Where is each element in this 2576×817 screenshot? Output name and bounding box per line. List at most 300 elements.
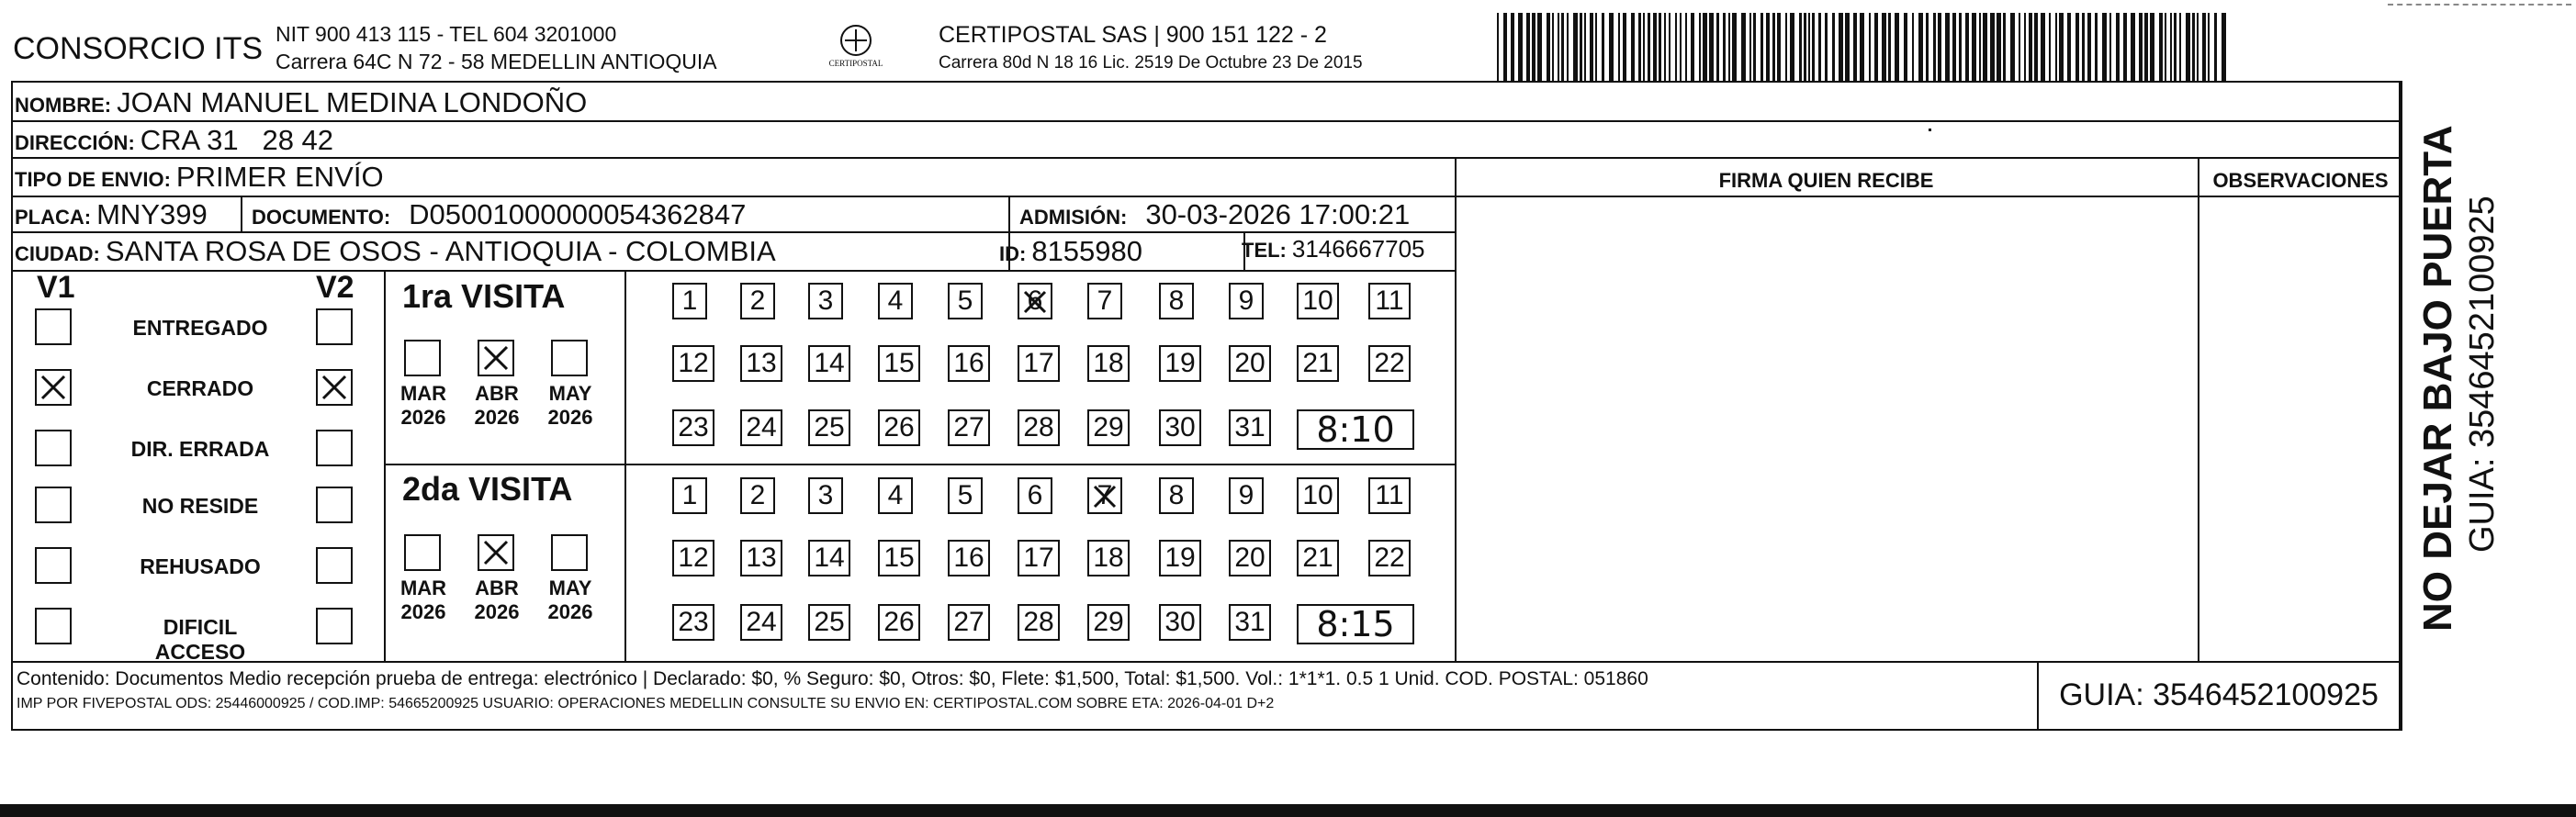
barcode-bar bbox=[1526, 13, 1530, 81]
day-box[interactable] bbox=[1297, 283, 1339, 319]
day-box[interactable] bbox=[1229, 283, 1264, 319]
barcode-bar bbox=[1518, 13, 1523, 81]
day-box[interactable] bbox=[808, 604, 850, 641]
month-name: MAR bbox=[399, 382, 447, 405]
barcode-bar bbox=[2019, 13, 2020, 81]
v2-checkbox[interactable] bbox=[316, 487, 353, 523]
barcode-bar bbox=[1952, 13, 1956, 81]
month-label bbox=[538, 382, 602, 430]
v2-label: V2 bbox=[316, 270, 354, 305]
day-box[interactable] bbox=[1297, 345, 1339, 382]
month-label bbox=[465, 576, 529, 624]
barcode-bar bbox=[2087, 13, 2091, 81]
barcode-bar bbox=[1584, 13, 1586, 81]
day-box[interactable] bbox=[1018, 604, 1060, 641]
month-checkbox[interactable] bbox=[551, 534, 588, 571]
day-box[interactable] bbox=[1018, 477, 1052, 514]
day-number: 13 bbox=[746, 348, 777, 378]
certipostal-logo bbox=[819, 20, 893, 75]
barcode-bar bbox=[1703, 13, 1707, 81]
month-year: 2026 bbox=[474, 600, 520, 623]
day-box[interactable] bbox=[1087, 409, 1130, 446]
v1-checkbox[interactable] bbox=[35, 608, 72, 644]
month-label bbox=[465, 382, 529, 430]
day-box[interactable] bbox=[948, 345, 990, 382]
barcode-bar bbox=[2024, 13, 2026, 81]
month-year: 2026 bbox=[474, 406, 520, 429]
barcode-bar bbox=[1618, 13, 1620, 81]
day-box[interactable] bbox=[878, 345, 920, 382]
barcode-bar bbox=[1799, 13, 1802, 81]
day-box[interactable] bbox=[948, 477, 983, 514]
day-box[interactable] bbox=[740, 604, 782, 641]
barcode-bar bbox=[1990, 13, 1995, 81]
day-number: 21 bbox=[1302, 348, 1333, 378]
month-name: MAY bbox=[548, 382, 592, 405]
day-number: 10 bbox=[1302, 480, 1333, 510]
day-box[interactable] bbox=[808, 345, 850, 382]
status-label: DIFICIL ACCESO bbox=[154, 615, 246, 664]
barcode-bar bbox=[1723, 13, 1726, 81]
day-box[interactable] bbox=[878, 283, 913, 319]
status-label: REHUSADO bbox=[140, 554, 261, 578]
barcode-bar bbox=[1785, 13, 1787, 81]
day-box[interactable] bbox=[1018, 409, 1060, 446]
day-number: 28 bbox=[1023, 412, 1054, 442]
day-number: 7 bbox=[1097, 480, 1113, 510]
month-label bbox=[391, 576, 456, 624]
barcode-bar bbox=[1609, 13, 1614, 81]
month-name: MAR bbox=[399, 576, 447, 599]
tel-value: 3146667705 bbox=[1291, 235, 1425, 263]
x-mark-icon bbox=[1019, 286, 1051, 318]
day-number: 8 bbox=[1168, 480, 1185, 510]
tipo-envio-label: TIPO DE ENVIO: bbox=[15, 168, 171, 191]
barcode-bar bbox=[1532, 13, 1535, 81]
barcode-bar bbox=[1732, 13, 1737, 81]
day-box[interactable] bbox=[1018, 345, 1060, 382]
day-number: 14 bbox=[814, 543, 845, 573]
barcode-bar bbox=[1938, 13, 1941, 81]
day-box[interactable] bbox=[878, 477, 913, 514]
day-number: 14 bbox=[814, 348, 845, 378]
day-box[interactable] bbox=[878, 409, 920, 446]
day-number: 25 bbox=[814, 607, 845, 637]
day-box[interactable] bbox=[1159, 283, 1194, 319]
barcode-bar bbox=[2049, 13, 2051, 81]
day-number: 19 bbox=[1164, 348, 1196, 378]
v2-checkbox[interactable] bbox=[316, 608, 353, 644]
day-box[interactable] bbox=[1018, 283, 1052, 319]
day-box[interactable] bbox=[808, 477, 843, 514]
barcode-bar bbox=[1918, 13, 1923, 81]
bottom-bar bbox=[0, 804, 2576, 817]
day-box[interactable] bbox=[1368, 283, 1411, 319]
x-mark-icon bbox=[1089, 481, 1120, 512]
day-box[interactable] bbox=[1297, 540, 1339, 576]
admision-value: 30-03-2026 17:00:21 bbox=[1145, 198, 1411, 230]
month-year: 2026 bbox=[400, 600, 446, 623]
barcode-bar bbox=[2214, 13, 2217, 81]
x-mark-icon bbox=[479, 341, 512, 375]
day-number: 30 bbox=[1164, 607, 1196, 637]
barcode-bar bbox=[2159, 13, 2163, 81]
barcode-bar bbox=[1643, 13, 1645, 81]
barcode-bar bbox=[1818, 13, 1821, 81]
day-box[interactable] bbox=[1087, 345, 1130, 382]
day-box[interactable] bbox=[808, 283, 843, 319]
day-box[interactable] bbox=[740, 409, 782, 446]
day-box[interactable] bbox=[808, 540, 850, 576]
barcode-bar bbox=[1558, 13, 1559, 81]
barcode-bar bbox=[2197, 13, 2199, 81]
day-box[interactable] bbox=[1229, 409, 1271, 446]
barcode-bar bbox=[1869, 13, 1871, 81]
barcode-bar bbox=[1753, 13, 1756, 81]
barcode bbox=[1497, 13, 2228, 81]
v2-checkbox[interactable] bbox=[316, 369, 353, 406]
month-year: 2026 bbox=[400, 406, 446, 429]
v2-checkbox[interactable] bbox=[316, 430, 353, 466]
placa-value: MNY399 bbox=[96, 198, 208, 230]
day-number: 18 bbox=[1093, 348, 1124, 378]
day-number: 31 bbox=[1234, 607, 1266, 637]
status-label: CERRADO bbox=[146, 376, 254, 400]
day-number: 21 bbox=[1302, 543, 1333, 573]
barcode-bar bbox=[1860, 13, 1864, 81]
barcode-bar bbox=[1573, 13, 1578, 81]
barcode-bar bbox=[2131, 13, 2135, 81]
logo-text: CERTIPOSTAL bbox=[828, 59, 883, 68]
month-checkbox[interactable] bbox=[404, 534, 441, 571]
visit2-title: 2da VISITA bbox=[402, 470, 573, 508]
v1-checkbox[interactable] bbox=[35, 547, 72, 584]
day-number: 13 bbox=[746, 543, 777, 573]
day-box[interactable] bbox=[1159, 345, 1201, 382]
barcode-bar bbox=[1804, 13, 1806, 81]
day-box[interactable] bbox=[948, 409, 990, 446]
day-box[interactable] bbox=[740, 540, 782, 576]
month-year: 2026 bbox=[547, 600, 593, 623]
placa-label: PLACA: bbox=[15, 206, 92, 229]
month-label bbox=[391, 382, 456, 430]
barcode-bar bbox=[1631, 13, 1635, 81]
firma-label: FIRMA QUIEN RECIBE bbox=[1718, 169, 1934, 192]
v1-checkbox[interactable] bbox=[35, 369, 72, 406]
admision-label: ADMISIÓN: bbox=[1019, 206, 1128, 229]
day-number: 9 bbox=[1238, 480, 1254, 510]
v2-checkbox[interactable] bbox=[316, 308, 353, 345]
day-number: 3 bbox=[817, 285, 834, 316]
footer-content: Contenido: Documentos Medio recepción prueba de entrega: electrónico | Declarado: $0, % Seguro: $0, Otros: $0, Flete: $1,500, Total: $1,500. Vol.: 1*1*1. 0.5 1 Unid. COD. POSTAL: 051860 bbox=[17, 668, 1648, 689]
barcode-bar bbox=[1749, 13, 1751, 81]
barcode-bar bbox=[1983, 13, 1987, 81]
barcode-bar bbox=[1766, 13, 1770, 81]
day-box[interactable] bbox=[740, 477, 775, 514]
barcode-bar bbox=[1659, 13, 1661, 81]
day-box[interactable] bbox=[1159, 409, 1201, 446]
barcode-bar bbox=[1664, 13, 1666, 81]
day-number: 22 bbox=[1374, 348, 1405, 378]
barcode-bar bbox=[1777, 13, 1781, 81]
barcode-bar bbox=[1728, 13, 1730, 81]
day-box[interactable] bbox=[878, 540, 920, 576]
day-number: 20 bbox=[1234, 348, 1266, 378]
day-box[interactable] bbox=[948, 283, 983, 319]
barcode-bar bbox=[1895, 13, 1899, 81]
barcode-bar bbox=[2010, 13, 2015, 81]
barcode-bar bbox=[2123, 13, 2127, 81]
barcode-bar bbox=[1653, 13, 1657, 81]
day-box[interactable] bbox=[1159, 540, 1201, 576]
day-box[interactable] bbox=[672, 345, 714, 382]
v1-checkbox[interactable] bbox=[35, 430, 72, 466]
day-box[interactable] bbox=[1368, 345, 1411, 382]
barcode-bar bbox=[1580, 13, 1582, 81]
month-year: 2026 bbox=[547, 406, 593, 429]
barcode-bar bbox=[2116, 13, 2120, 81]
barcode-bar bbox=[2192, 13, 2195, 81]
day-number: 25 bbox=[814, 412, 845, 442]
day-number: 2 bbox=[749, 285, 766, 316]
day-box[interactable] bbox=[1159, 477, 1194, 514]
barcode-bar bbox=[2109, 13, 2111, 81]
barcode-bar bbox=[1691, 13, 1694, 81]
barcode-bar bbox=[1561, 13, 1564, 81]
day-number: 27 bbox=[953, 412, 984, 442]
company-address: Carrera 64C N 72 - 58 MEDELLIN ANTIOQUIA bbox=[276, 50, 717, 73]
barcode-bar bbox=[1699, 13, 1701, 81]
day-number: 24 bbox=[746, 607, 777, 637]
day-number: 27 bbox=[953, 607, 984, 637]
barcode-bar bbox=[2034, 13, 2038, 81]
barcode-bar bbox=[1511, 13, 1514, 81]
direccion-label: DIRECCIÓN: bbox=[15, 131, 135, 154]
day-box[interactable] bbox=[1229, 604, 1271, 641]
month-checkbox[interactable] bbox=[404, 340, 441, 376]
footer-guia: GUIA: 3546452100925 bbox=[2059, 677, 2379, 712]
v1-checkbox[interactable] bbox=[35, 487, 72, 523]
barcode-bar bbox=[1874, 13, 1878, 81]
footer-imp: IMP POR FIVEPOSTAL ODS: 25446000925 / COD.IMP: 54665200925 USUARIO: OPERACIONES MEDELLIN CONSULTE SU ENVIO EN: CERTIPOSTAL.COM SOBRE ETA: 2026-04-01 D+2 bbox=[17, 696, 1275, 711]
barcode-bar bbox=[1623, 13, 1626, 81]
day-box[interactable] bbox=[1018, 540, 1060, 576]
barcode-bar bbox=[1680, 13, 1682, 81]
day-number: 22 bbox=[1374, 543, 1405, 573]
day-box[interactable] bbox=[740, 345, 782, 382]
barcode-bar bbox=[1972, 13, 1976, 81]
day-box[interactable] bbox=[740, 283, 775, 319]
day-box[interactable] bbox=[878, 604, 920, 641]
nombre-value: JOAN MANUEL MEDINA LONDOÑO bbox=[117, 86, 588, 118]
visit-time: 8:15 bbox=[1297, 604, 1414, 644]
barcode-bar bbox=[1979, 13, 1981, 81]
day-box[interactable] bbox=[672, 604, 714, 641]
day-number: 6 bbox=[1027, 285, 1043, 316]
barcode-bar bbox=[2165, 13, 2166, 81]
day-box[interactable] bbox=[672, 409, 714, 446]
visit1-title: 1ra VISITA bbox=[402, 277, 566, 315]
day-number: 20 bbox=[1234, 543, 1266, 573]
top-dashed-line bbox=[2388, 4, 2571, 6]
day-box[interactable] bbox=[808, 409, 850, 446]
day-box[interactable] bbox=[948, 604, 990, 641]
barcode-bar bbox=[1590, 13, 1593, 81]
x-mark-icon bbox=[37, 371, 70, 404]
documento-label: DOCUMENTO: bbox=[252, 206, 391, 229]
barcode-bar bbox=[1669, 13, 1670, 81]
day-box[interactable] bbox=[1087, 540, 1130, 576]
tel-label: TEL: bbox=[1242, 239, 1287, 262]
day-number: 1 bbox=[681, 480, 698, 510]
barcode-bar bbox=[2055, 13, 2057, 81]
month-checkbox[interactable] bbox=[478, 534, 514, 571]
v1-label: V1 bbox=[37, 270, 75, 305]
barcode-bar bbox=[1790, 13, 1794, 81]
barcode-bar bbox=[1741, 13, 1746, 81]
company-nit: NIT 900 413 115 - TEL 604 3201000 bbox=[276, 22, 617, 46]
day-number: 17 bbox=[1023, 543, 1054, 573]
day-number: 5 bbox=[957, 480, 973, 510]
day-number: 19 bbox=[1164, 543, 1196, 573]
day-number: 4 bbox=[887, 285, 904, 316]
x-mark-icon bbox=[318, 371, 351, 404]
day-box[interactable] bbox=[1297, 477, 1339, 514]
tipo-envio-value: PRIMER ENVÍO bbox=[175, 161, 384, 193]
id-value: 8155980 bbox=[1031, 235, 1143, 267]
barcode-bar bbox=[1812, 13, 1815, 81]
day-box[interactable] bbox=[1087, 477, 1122, 514]
barcode-bar bbox=[2150, 13, 2154, 81]
day-number: 2 bbox=[749, 480, 766, 510]
barcode-bar bbox=[2139, 13, 2143, 81]
barcode-bar bbox=[2041, 13, 2045, 81]
barcode-bar bbox=[2067, 13, 2071, 81]
day-box[interactable] bbox=[1229, 477, 1264, 514]
barcode-bar bbox=[1638, 13, 1641, 81]
barcode-bar bbox=[2144, 13, 2148, 81]
ciudad-value: SANTA ROSA DE OSOS - ANTIOQUIA - COLOMBIA bbox=[105, 235, 776, 267]
v2-checkbox[interactable] bbox=[316, 547, 353, 584]
barcode-bar bbox=[1945, 13, 1950, 81]
barcode-bar bbox=[2029, 13, 2032, 81]
barcode-bar bbox=[2102, 13, 2107, 81]
side-warning: NO DEJAR BAJO PUERTA bbox=[2415, 125, 2460, 632]
month-name: ABR bbox=[475, 382, 519, 405]
day-box[interactable] bbox=[1087, 283, 1122, 319]
day-number: 1 bbox=[681, 285, 698, 316]
barcode-bar bbox=[2208, 13, 2210, 81]
day-number: 15 bbox=[883, 348, 915, 378]
barcode-bar bbox=[1497, 13, 1499, 81]
day-box[interactable] bbox=[672, 283, 707, 319]
day-number: 24 bbox=[746, 412, 777, 442]
day-box[interactable] bbox=[1087, 604, 1130, 641]
day-box[interactable] bbox=[1229, 540, 1271, 576]
month-name: MAY bbox=[548, 576, 592, 599]
barcode-bar bbox=[1567, 13, 1569, 81]
barcode-bar bbox=[1552, 13, 1554, 81]
direccion-value: CRA 31 28 42 bbox=[140, 124, 334, 156]
v1-checkbox[interactable] bbox=[35, 308, 72, 345]
month-checkbox[interactable] bbox=[551, 340, 588, 376]
day-box[interactable] bbox=[1159, 604, 1201, 641]
barcode-bar bbox=[2170, 13, 2172, 81]
barcode-bar bbox=[2202, 13, 2206, 81]
day-number: 23 bbox=[678, 607, 709, 637]
day-number: 16 bbox=[953, 543, 984, 573]
status-label: NO RESIDE bbox=[141, 494, 259, 518]
day-number: 12 bbox=[678, 543, 709, 573]
documento-value: D05001000000054362847 bbox=[409, 198, 747, 230]
barcode-bar bbox=[2095, 13, 2098, 81]
barcode-bar bbox=[1602, 13, 1604, 81]
day-box[interactable] bbox=[1368, 477, 1411, 514]
day-box[interactable] bbox=[1368, 540, 1411, 576]
day-number: 4 bbox=[887, 480, 904, 510]
day-number: 15 bbox=[883, 543, 915, 573]
id-label: ID: bbox=[999, 242, 1027, 265]
day-number: 3 bbox=[817, 480, 834, 510]
barcode-bar bbox=[2186, 13, 2190, 81]
barcode-bar bbox=[1912, 13, 1914, 81]
day-box[interactable] bbox=[1229, 345, 1271, 382]
day-number: 29 bbox=[1093, 412, 1124, 442]
certipostal-name: CERTIPOSTAL SAS | 900 151 122 - 2 bbox=[939, 22, 1327, 48]
barcode-bar bbox=[1845, 13, 1850, 81]
visit-time: 8:10 bbox=[1297, 409, 1414, 450]
month-checkbox[interactable] bbox=[478, 340, 514, 376]
month-name: ABR bbox=[475, 576, 519, 599]
day-number: 11 bbox=[1375, 285, 1404, 316]
barcode-bar bbox=[1853, 13, 1857, 81]
day-box[interactable] bbox=[948, 540, 990, 576]
barcode-bar bbox=[2003, 13, 2006, 81]
day-number: 23 bbox=[678, 412, 709, 442]
barcode-bar bbox=[1648, 13, 1650, 81]
barcode-bar bbox=[1933, 13, 1936, 81]
day-box[interactable] bbox=[672, 540, 714, 576]
day-box[interactable] bbox=[672, 477, 707, 514]
company-name: CONSORCIO ITS bbox=[13, 31, 264, 66]
barcode-bar bbox=[1772, 13, 1775, 81]
day-number: 31 bbox=[1234, 412, 1266, 442]
barcode-bar bbox=[2174, 13, 2177, 81]
day-number: 7 bbox=[1097, 285, 1113, 316]
barcode-bar bbox=[2059, 13, 2064, 81]
month-label bbox=[538, 576, 602, 624]
barcode-bar bbox=[1760, 13, 1763, 81]
day-number: 6 bbox=[1027, 480, 1043, 510]
x-mark-icon bbox=[479, 536, 512, 569]
day-number: 17 bbox=[1023, 348, 1054, 378]
side-guia: GUIA: 3546452100925 bbox=[2463, 196, 2502, 553]
day-number: 16 bbox=[953, 348, 984, 378]
status-label: DIR. ERRADA bbox=[130, 437, 270, 461]
observaciones-label: OBSERVACIONES bbox=[2212, 169, 2389, 192]
barcode-bar bbox=[1926, 13, 1929, 81]
barcode-bar bbox=[1675, 13, 1677, 81]
barcode-bar bbox=[1839, 13, 1843, 81]
day-number: 28 bbox=[1023, 607, 1054, 637]
direccion-dot bbox=[1929, 129, 1931, 131]
barcode-bar bbox=[1547, 13, 1550, 81]
barcode-bar bbox=[2075, 13, 2079, 81]
barcode-bar bbox=[1882, 13, 1886, 81]
nombre-label: NOMBRE: bbox=[15, 94, 112, 117]
day-number: 18 bbox=[1093, 543, 1124, 573]
barcode-bar bbox=[1825, 13, 1828, 81]
